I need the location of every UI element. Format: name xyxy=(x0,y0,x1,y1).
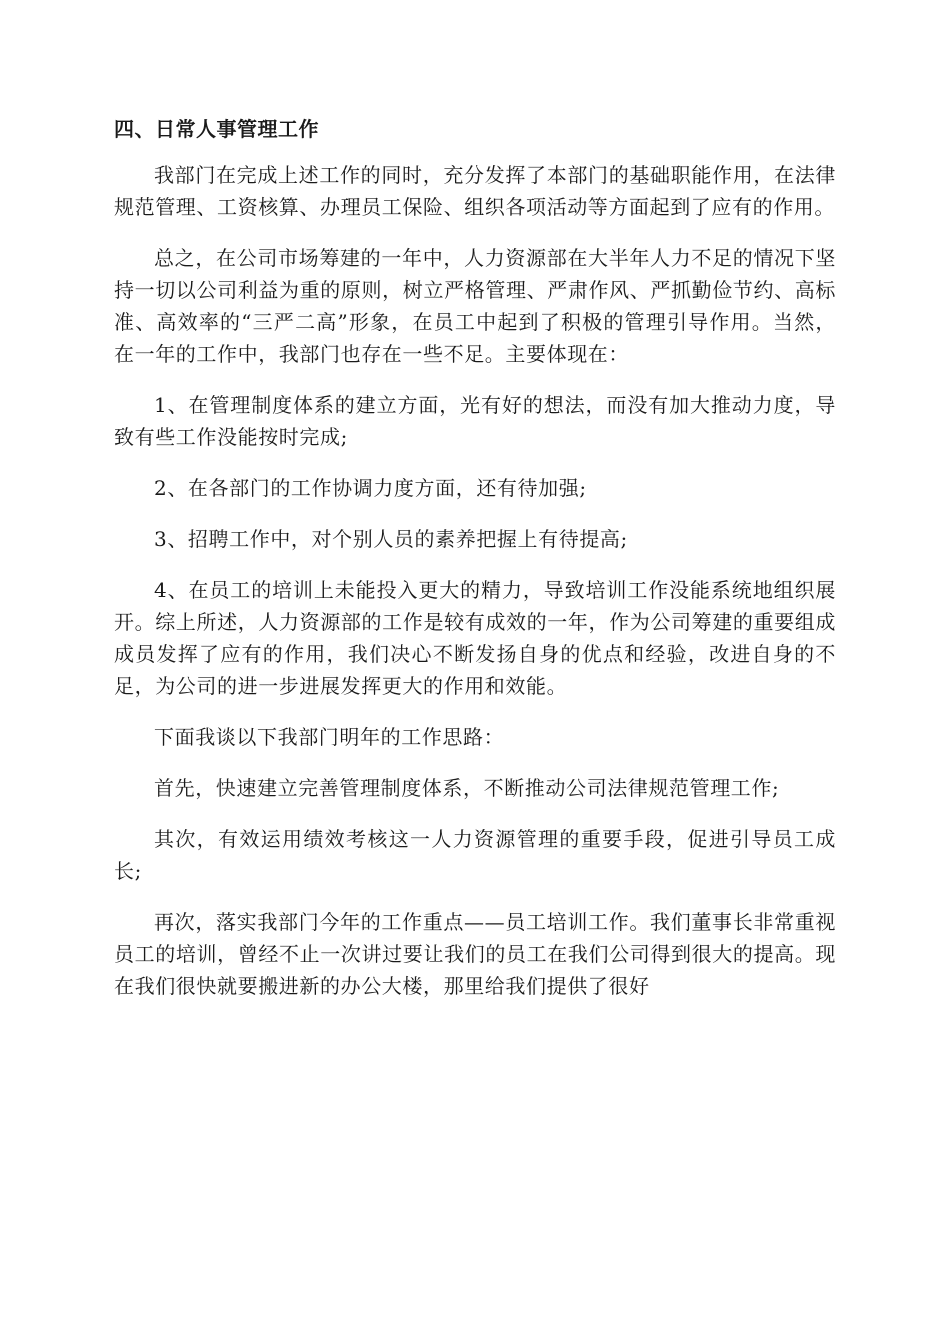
paragraph-shortcoming-4: 4、在员工的培训上未能投入更大的精力，导致培训工作没能系统地组织展开。综上所述，人力资源部的工作是较有成效的一年，作为公司筹建的重要组成成员发挥了应有的作用，我们决心不断发扬自身的优点和经验，改进自身的不足，为公司的进一步进展发挥更大的作用和效能。 xyxy=(114,578,836,698)
section-heading: 四、日常人事管理工作 xyxy=(114,117,319,141)
paragraph-next-year-intro: 下面我谈以下我部门明年的工作思路： xyxy=(154,725,505,749)
paragraph-plan-first: 首先，快速建立完善管理制度体系，不断推动公司法律规范管理工作; xyxy=(154,776,780,800)
paragraph-shortcoming-1: 1、在管理制度体系的建立方面，光有好的想法，而没有加大推动力度，导致有些工作没能按时完成; xyxy=(114,393,836,449)
paragraph-daily-duties: 我部门在完成上述工作的同时，充分发挥了本部门的基础职能作用，在法律规范管理、工资核算、办理员工保险、组织各项活动等方面起到了应有的作用。 xyxy=(114,163,836,219)
paragraph-shortcoming-3: 3、招聘工作中，对个别人员的素养把握上有待提高; xyxy=(154,527,628,551)
paragraph-plan-second: 其次，有效运用绩效考核这一人力资源管理的重要手段，促进引导员工成长; xyxy=(114,827,836,883)
paragraph-plan-third: 再次，落实我部门今年的工作重点——员工培训工作。我们董事长非常重视员工的培训，曾经不止一次讲过要让我们的员工在我们公司得到很大的提高。现在我们很快就要搬进新的办公大楼，那里给我们提供了很好 xyxy=(114,910,836,998)
document-page xyxy=(114,112,836,1002)
paragraph-shortcoming-2: 2、在各部门的工作协调力度方面，还有待加强; xyxy=(154,476,587,500)
paragraph-summary: 总之，在公司市场筹建的一年中，人力资源部在大半年人力不足的情况下坚持一切以公司利益为重的原则，树立严格管理、严肃作风、严抓勤俭节约、高标准、高效率的“三严二高”形象，在员工中起到了积极的管理引导作用。当然，在一年的工作中，我部门也存在一些不足。主要体现在： xyxy=(114,246,836,366)
